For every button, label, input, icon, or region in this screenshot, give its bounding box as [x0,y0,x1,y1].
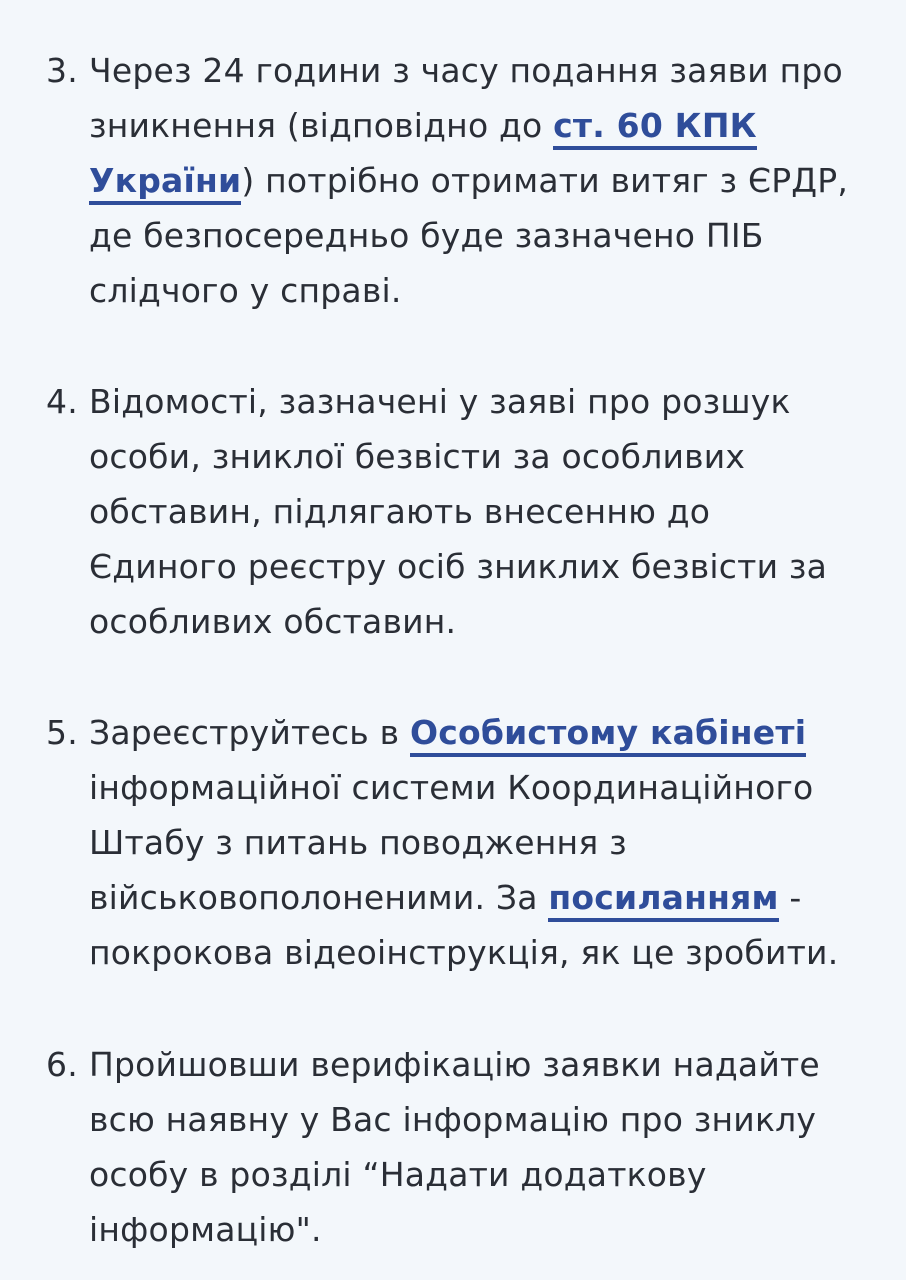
text-line: інформаційної системи Координаційного [89,768,814,807]
list-item [46,374,876,649]
text-line: покрокова відеоінструкція, як це зробити. [89,933,839,972]
article-60-link[interactable]: ст. 60 КПК [553,106,757,150]
text-line: зникнення (відповідно до ст. 60 КПК [46,98,876,153]
text-line: особи, зниклої безвісти за особливих [89,437,746,476]
text-line: військовополоненими. За посиланням - [46,870,876,925]
text-line: всю наявну у Вас інформацію про зниклу [89,1100,817,1139]
list-item [46,705,876,980]
text-line: особливих обставин. [89,602,457,641]
personal-cabinet-link[interactable]: Особистому кабінеті [410,713,806,757]
item-number: 6. [46,1045,78,1084]
text-line: Пройшовши верифікацію заявки надайте [89,1045,820,1084]
text-line: особу в розділі “Надати додаткову [89,1155,707,1194]
item-number: 3. [46,51,78,90]
text-line: Відомості, зазначені у заяві про розшук [89,382,791,421]
text-line: Єдиного реєстру осіб зниклих безвісти за [89,547,828,586]
list-item [46,1037,876,1257]
text-line: слідчого у справі. [89,271,402,310]
text-line: де безпосередньо буде зазначено ПІБ [89,216,764,255]
item-number: 4. [46,382,78,421]
list-item [46,43,876,318]
text-line: України) потрібно отримати витяг з ЄРДР, [46,153,876,208]
criminal-code-ukraine-link[interactable]: України [89,161,241,205]
text-line: інформацію". [89,1210,322,1249]
item-number: 5. [46,713,78,752]
video-instruction-link[interactable]: посиланням [548,878,778,922]
text-line: Зареєструйтесь в Особистому кабінеті [46,705,876,760]
text-line: Через 24 години з часу подання заяви про [89,51,843,90]
text-line: обставин, підлягають внесенню до [89,492,711,531]
text-line: Штабу з питань поводження з [89,823,627,862]
